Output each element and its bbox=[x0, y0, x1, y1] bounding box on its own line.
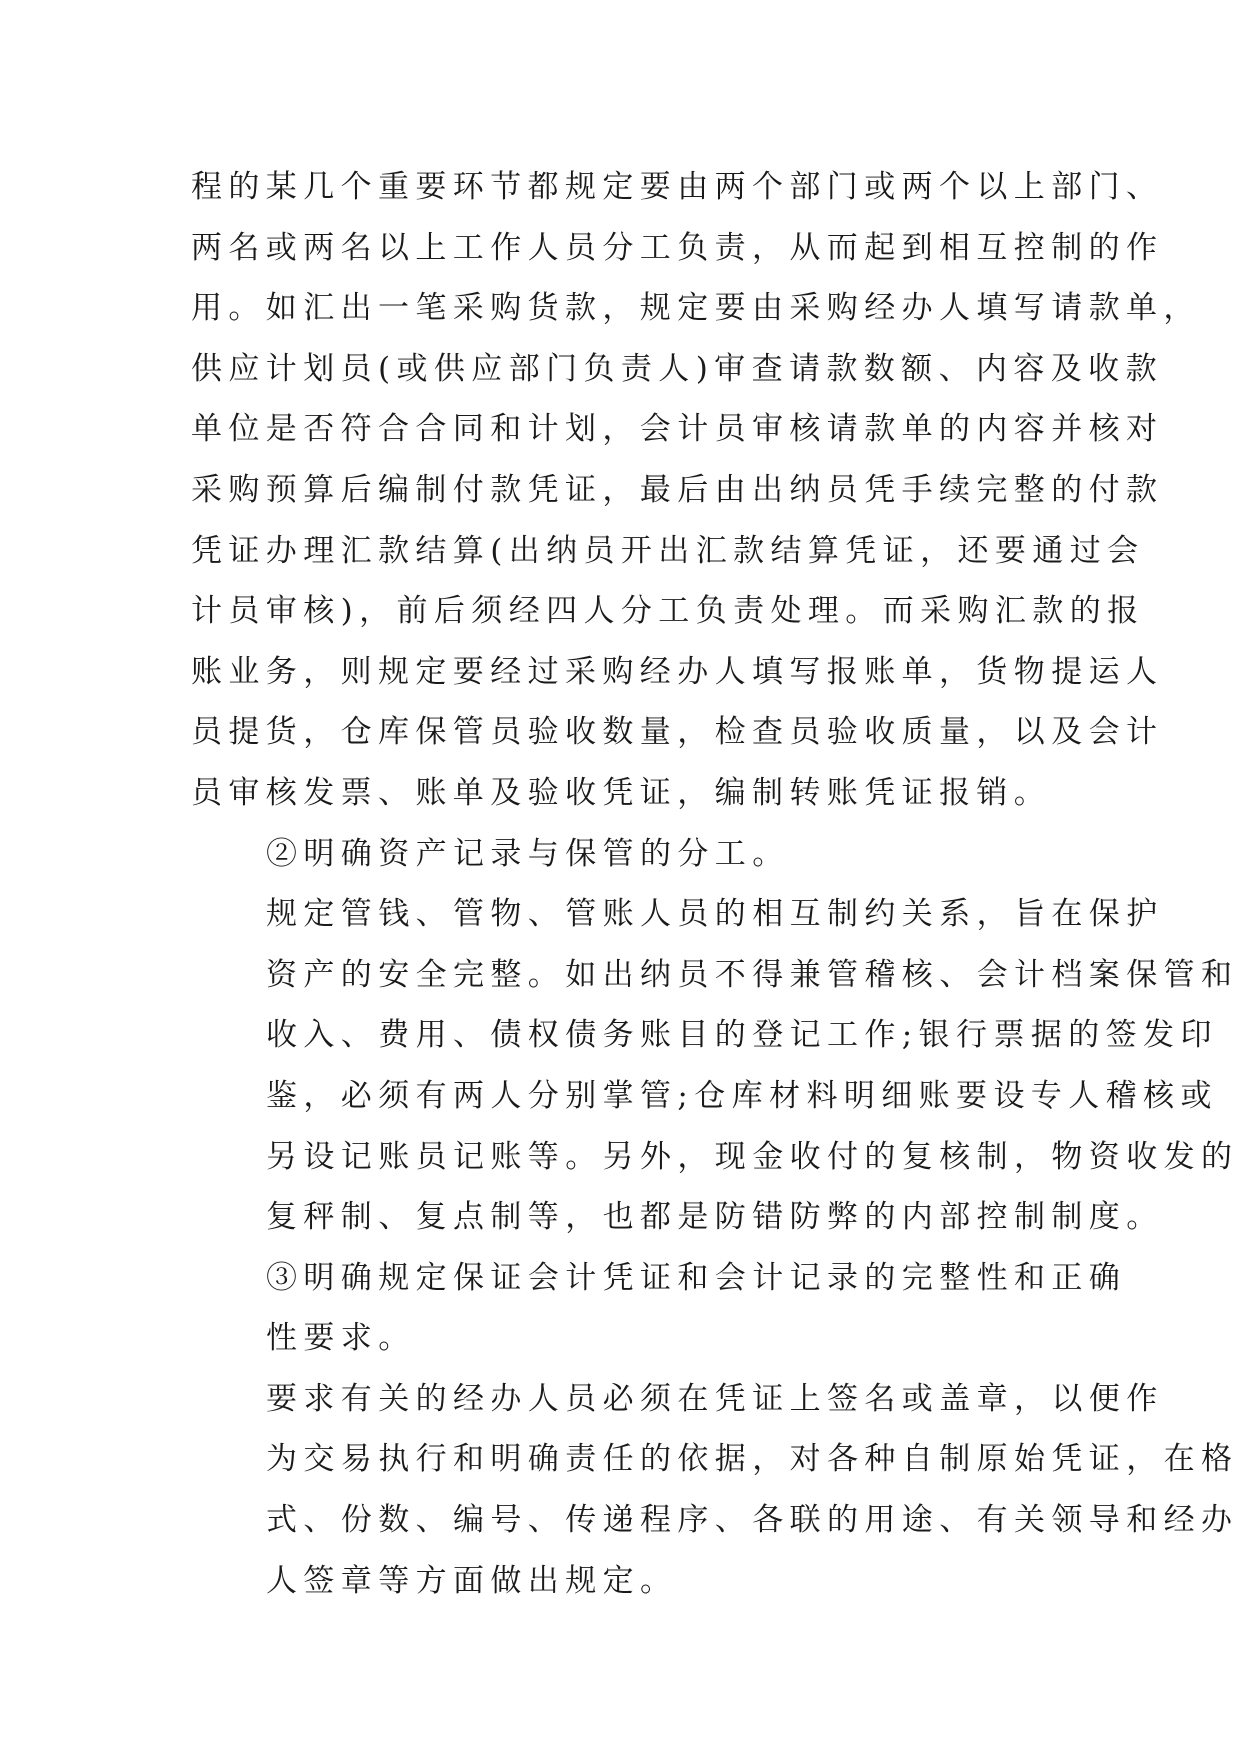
text-line: 性要求。 bbox=[266, 1320, 416, 1357]
document-body bbox=[191, 157, 1239, 1611]
paragraph-procurement-control bbox=[191, 157, 1201, 824]
text-line: 用。如汇出一笔采购货款，规定要由采购经办人填写请款单， bbox=[191, 290, 1201, 327]
text-line: 凭证办理汇款结算(出纳员开出汇款结算凭证，还要通过会 bbox=[191, 532, 1145, 569]
text-line: 资产的安全完整。如出纳员不得兼管稽核、会计档案保管和 bbox=[266, 956, 1239, 993]
text-line: 计员审核)，前后须经四人分工负责处理。而采购汇款的报 bbox=[191, 593, 1145, 630]
text-line: 复秤制、复点制等，也都是防错防弊的内部控制制度。 bbox=[266, 1199, 1164, 1236]
text-line: 规定管钱、管物、管账人员的相互制约关系，旨在保护 bbox=[266, 896, 1164, 933]
text-line: 鉴，必须有两人分别掌管;仓库材料明细账要设专人稽核或 bbox=[266, 1077, 1218, 1114]
text-line: 供应计划员(或供应部门负责人)审查请款数额、内容及收款 bbox=[191, 350, 1163, 387]
text-line: 两名或两名以上工作人员分工负责，从而起到相互控制的作 bbox=[191, 229, 1164, 266]
text-line: 员提货，仓库保管员验收数量，检查员验收质量，以及会计 bbox=[191, 714, 1164, 751]
paragraph-voucher-signature bbox=[191, 1369, 1239, 1611]
text-line: 另设记账员记账等。另外，现金收付的复核制，物资收发的 bbox=[266, 1138, 1239, 1175]
text-line: 为交易执行和明确责任的依据，对各种自制原始凭证，在格 bbox=[266, 1441, 1239, 1478]
heading-voucher-completeness bbox=[191, 1248, 1127, 1369]
text-line: ③明确规定保证会计凭证和会计记录的完整性和正确 bbox=[266, 1259, 1127, 1296]
text-line: 式、份数、编号、传递程序、各联的用途、有关领导和经办 bbox=[266, 1502, 1239, 1539]
text-line: 收入、费用、债权债务账目的登记工作;银行票据的签发印 bbox=[266, 1017, 1218, 1054]
text-line: 人签章等方面做出规定。 bbox=[266, 1562, 678, 1599]
paragraph-asset-custody bbox=[191, 884, 1239, 1248]
text-line: 账业务，则规定要经过采购经办人填写报账单，货物提运人 bbox=[191, 653, 1164, 690]
text-line: 要求有关的经办人员必须在凭证上签名或盖章，以便作 bbox=[266, 1380, 1164, 1417]
text-line: 单位是否符合合同和计划，会计员审核请款单的内容并核对 bbox=[191, 411, 1164, 448]
text-line: 采购预算后编制付款凭证，最后由出纳员凭手续完整的付款 bbox=[191, 471, 1164, 508]
text-line: ②明确资产记录与保管的分工。 bbox=[266, 835, 790, 872]
heading-asset-custody-separation bbox=[191, 824, 1071, 885]
text-line: 员审核发票、账单及验收凭证，编制转账凭证报销。 bbox=[191, 774, 1052, 811]
text-line: 程的某几个重要环节都规定要由两个部门或两个以上部门、 bbox=[191, 169, 1164, 205]
